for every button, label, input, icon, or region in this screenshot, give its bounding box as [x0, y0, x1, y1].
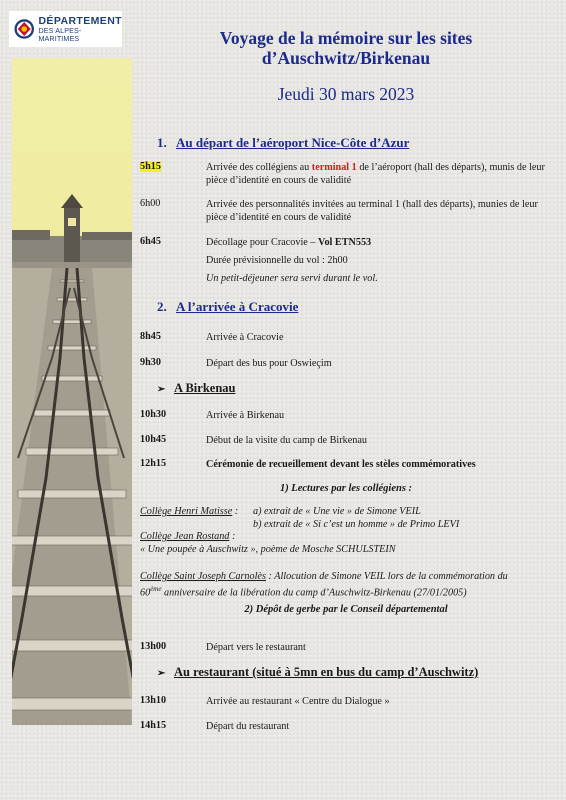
birkenau-railway-photo: [12, 58, 132, 725]
item-12h15-desc: Cérémonie de recueillement devant les stèles commémoratives: [206, 459, 476, 470]
section-2-heading: [157, 299, 298, 315]
college-rostand: Collège Jean Rostand: [140, 531, 230, 542]
item-6h45-desc: [206, 236, 556, 249]
item-text: Arrivée des collégiens au: [206, 162, 312, 173]
terminal-highlight: terminal 1: [311, 162, 357, 173]
rostand-poem: « Une poupée à Auschwitz », poème de Mosche SCHULSTEIN: [140, 544, 396, 555]
item-8h45-desc: Arrivée à Cracovie: [206, 332, 284, 343]
restaurant-heading: [157, 665, 478, 680]
logo-line1: DÉPARTEMENT: [38, 14, 122, 27]
item-5h15-desc: [206, 161, 556, 187]
item-13h10-desc: Arrivée au restaurant « Centre du Dialogue »: [206, 696, 390, 707]
section-2-number: 2.: [157, 299, 167, 314]
college-carnoles: Collège Saint Joseph Carnolès: [140, 571, 266, 582]
carnoles-text-2: anniversaire de la libération du camp d’Auschwitz-Birkenau (27/01/2005): [161, 587, 467, 599]
time-highlight: 5h15: [140, 161, 161, 172]
time-10h45: 10h45: [140, 434, 167, 445]
department-logo: [9, 11, 122, 47]
separator: :: [229, 531, 236, 542]
section-2-label: A l’arrivée à Cracovie: [176, 299, 299, 314]
logo-line2: DES ALPES-MARITIMES: [38, 25, 82, 43]
rostand-line: [140, 530, 235, 543]
ordinal-number: 60: [140, 587, 151, 599]
time-13h10: 13h10: [140, 695, 167, 706]
matisse-extract-b: b) extrait de « Si c’est un homme » de Primo LEVI: [253, 519, 460, 530]
time-13h00: 13h00: [140, 641, 167, 652]
department-emblem-icon: [14, 18, 34, 40]
separator: :: [232, 506, 239, 517]
matisse-line: [140, 505, 238, 518]
carnoles-line2: [140, 583, 560, 599]
event-date: Jeudi 30 mars 2023: [277, 84, 415, 104]
page-title-line2: d’Auschwitz/Birkenau: [261, 48, 431, 68]
time-9h30: 9h30: [140, 357, 161, 368]
time-10h30: 10h30: [140, 409, 167, 420]
restaurant-label: Au restaurant (situé à 5mn en bus du camp d’Auschwitz): [174, 665, 479, 679]
item-10h30-desc: Arrivée à Birkenau: [206, 410, 285, 421]
time-6h45: 6h45: [140, 236, 161, 247]
flight-duration: Durée prévisionnelle du vol : 2h00: [206, 255, 348, 266]
item-10h45-desc: Début de la visite du camp de Birkenau: [206, 435, 367, 446]
time-8h45: 8h45: [140, 331, 161, 342]
college-matisse: Collège Henri Matisse: [140, 506, 233, 517]
item-6h00-desc: Arrivée des personnalités invitées au terminal 1 (hall des départs), munies de leur pièce d’identité en cours de validité: [206, 199, 538, 223]
section-1-number: 1.: [157, 135, 167, 150]
time-12h15: 12h15: [140, 458, 167, 469]
item-14h15-desc: Départ du restaurant: [206, 721, 290, 732]
flight-number: Vol ETN553: [318, 237, 372, 248]
time-14h15: 14h15: [140, 720, 167, 731]
page-title-line1: Voyage de la mémoire sur les sites: [219, 28, 473, 48]
arrow-bullet-icon: ➢: [157, 384, 166, 395]
lectures-heading: 1) Lectures par les collégiens :: [279, 483, 413, 494]
birkenau-label: A Birkenau: [174, 381, 236, 395]
item-text: de l’aéroport (hall des départs), munis de leur pièce d’identité en cours de validité: [206, 162, 545, 186]
matisse-extract-a: a) extrait de « Une vie » de Simone VEIL: [253, 506, 421, 517]
section-1-heading: [157, 135, 409, 151]
item-9h30-desc: Départ des bus pour Oswieçim: [206, 358, 332, 369]
section-1-label: Au départ de l’aéroport Nice-Côte d’Azur: [176, 135, 410, 150]
time-5h15: [140, 161, 161, 172]
item-text: Décollage pour Cracovie –: [206, 237, 319, 248]
item-13h00-desc: Départ vers le restaurant: [206, 642, 306, 653]
carnoles-line1: [140, 570, 560, 583]
ordinal-suffix: ème: [150, 585, 162, 593]
time-6h00: 6h00: [140, 198, 161, 209]
birkenau-heading: [157, 381, 235, 396]
carnoles-text: : Allocution de Simone VEIL lors de la commémoration du: [265, 571, 508, 582]
arrow-bullet-icon: ➢: [157, 668, 166, 679]
depot-heading: 2) Dépôt de gerbe par le Conseil départemental: [244, 604, 448, 615]
breakfast-note: Un petit-déjeuner sera servi durant le vol.: [206, 273, 378, 284]
